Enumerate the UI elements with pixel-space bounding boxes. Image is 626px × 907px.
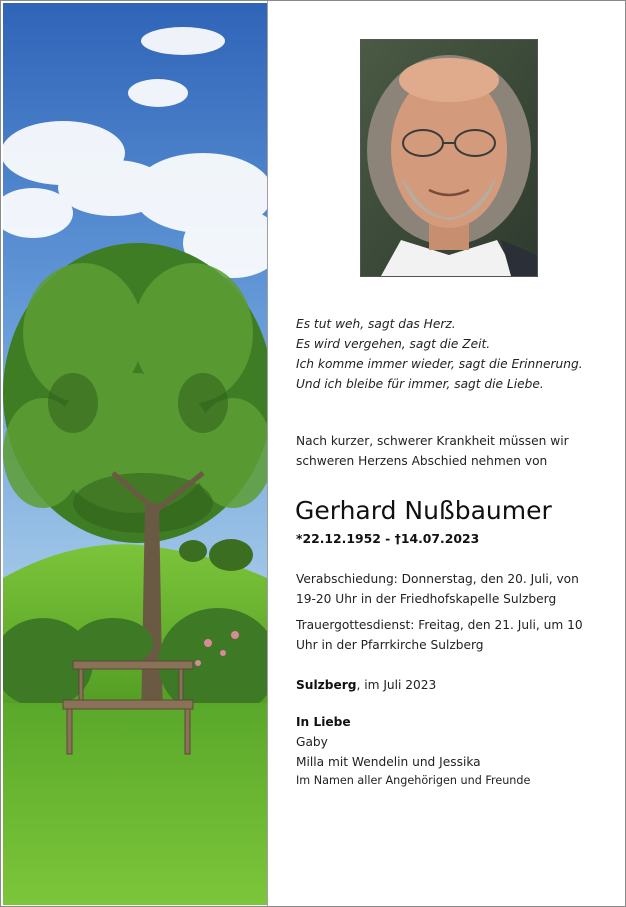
portrait-photo [360, 39, 538, 277]
place-town: Sulzberg [296, 678, 357, 692]
event-farewell [296, 569, 596, 609]
poem [296, 314, 583, 394]
event-line: Trauergottesdienst: Freitag, den 21. Juli, um 10 [296, 618, 583, 632]
event-line: Uhr in der Pfarrkirche Sulzberg [296, 638, 484, 652]
deceased-name: Gerhard Nußbaumer [295, 496, 552, 525]
intro-line: schweren Herzens Abschied nehmen von [296, 454, 548, 468]
signoff-heading: In Liebe [296, 715, 351, 729]
poem-line: Es wird vergehen, sagt die Zeit. [296, 337, 491, 351]
poem-line: Ich komme immer wieder, sagt die Erinnerung. [296, 357, 583, 371]
place-date [296, 675, 436, 695]
intro-text [296, 431, 569, 471]
intro-line: Nach kurzer, schwerer Krankheit müssen wir [296, 434, 569, 448]
signoff [296, 712, 530, 790]
landscape-tree-bench-photo [3, 3, 267, 905]
poem-line: Es tut weh, sagt das Herz. [296, 317, 456, 331]
poem-line: Und ich bleibe für immer, sagt die Liebe. [296, 377, 544, 391]
event-service [296, 615, 596, 655]
events [296, 569, 596, 661]
column-divider [267, 1, 268, 906]
signoff-name: Milla mit Wendelin und Jessika [296, 755, 481, 769]
event-line: Verabschiedung: Donnerstag, den 20. Juli, von [296, 572, 579, 586]
signoff-footer: Im Namen aller Angehörigen und Freunde [296, 774, 531, 787]
event-line: 19-20 Uhr in der Friedhofskapelle Sulzberg [296, 592, 557, 606]
life-dates: *22.12.1952 - †14.07.2023 [296, 531, 480, 546]
signoff-name: Gaby [296, 735, 328, 749]
place-date-text: , im Juli 2023 [356, 678, 437, 692]
